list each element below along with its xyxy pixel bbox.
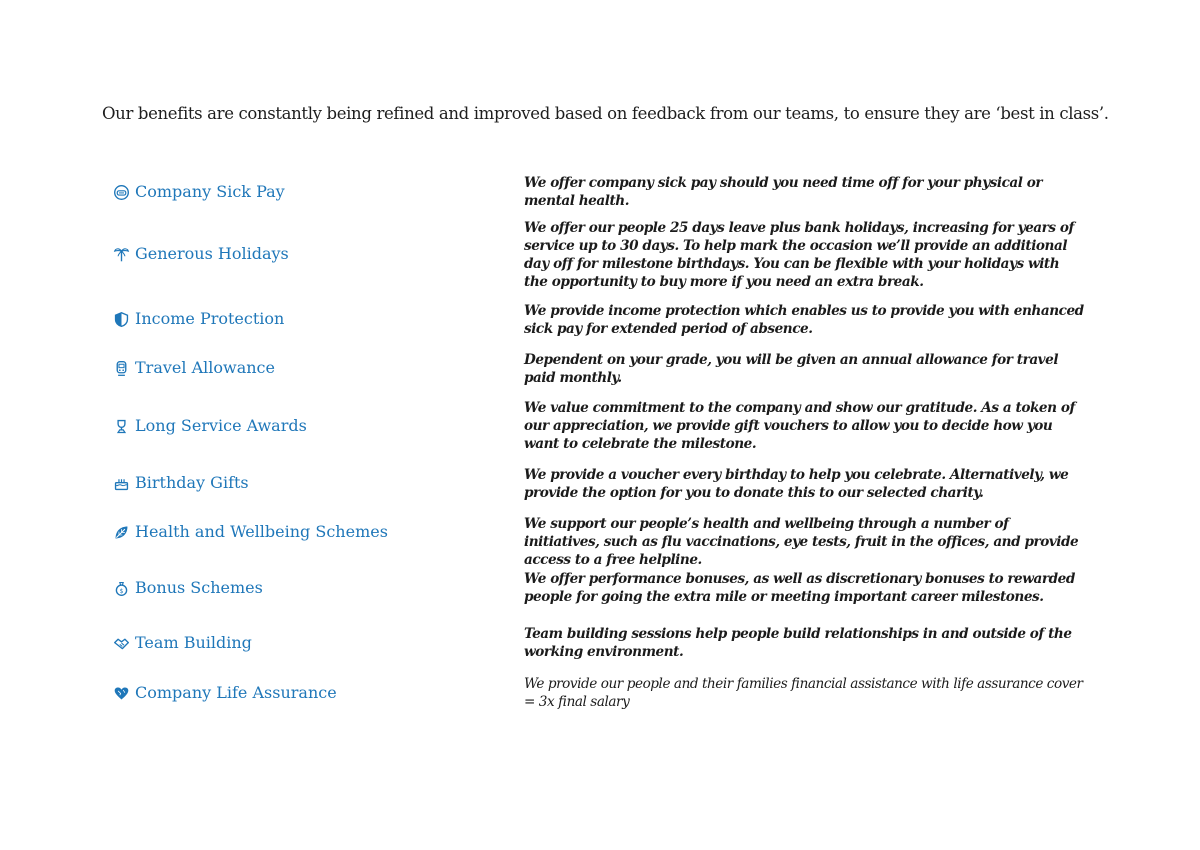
benefit-description: Team building sessions help people build relationships in and outside of the working environment.	[524, 626, 1072, 660]
benefit-title-text: Bonus Schemes	[135, 578, 263, 597]
heart-icon	[112, 684, 130, 702]
benefit-description: We provide income protection which enables us to provide you with enhanced sick pay for extended period of absence.	[524, 303, 1084, 337]
benefit-title-holidays	[112, 244, 289, 264]
benefit-title-life-assurance	[112, 683, 337, 703]
benefit-title-long-service	[112, 416, 307, 436]
handshake-icon	[112, 634, 130, 652]
leaf-icon	[112, 523, 130, 541]
benefit-title-text: Team Building	[135, 633, 252, 652]
trophy-icon	[112, 417, 130, 435]
benefit-title-team-building	[112, 633, 252, 653]
benefit-title-text: Income Protection	[135, 309, 285, 328]
benefit-description: We offer company sick pay should you need time off for your physical or mental health.	[524, 175, 1043, 209]
intro-text: Our benefits are constantly being refined and improved based on feedback from our teams, to ensure they are ‘best in class’.	[102, 104, 1109, 123]
benefit-description: We provide a voucher every birthday to help you celebrate. Alternatively, we provide the option for you to donate this to our selected charity.	[524, 467, 1069, 501]
benefit-title-sick-pay	[112, 182, 285, 202]
benefit-description: We support our people’s health and wellbeing through a number of initiatives, such as flu vaccinations, eye tests, fruit in the offices, and provide access to a free helpline.	[524, 516, 1079, 568]
benefit-title-text: Generous Holidays	[135, 244, 289, 263]
benefit-title-birthday-gifts	[112, 473, 249, 493]
medical-mask-icon	[112, 183, 130, 201]
train-icon	[112, 359, 130, 377]
benefit-title-health-wellbeing	[112, 522, 388, 542]
svg-text:$: $	[119, 587, 123, 595]
benefit-title-text: Company Sick Pay	[135, 182, 285, 201]
palm-tree-icon	[112, 245, 130, 263]
benefit-title-text: Health and Wellbeing Schemes	[135, 522, 388, 541]
benefit-title-text: Travel Allowance	[135, 358, 275, 377]
benefit-title-travel-allowance	[112, 358, 275, 378]
benefit-description: We value commitment to the company and show our gratitude. As a token of our appreciation, we provide gift vouchers to allow you to decide how you want to celebrate the milestone.	[524, 400, 1075, 452]
benefit-title-bonus-schemes	[112, 578, 263, 598]
money-bag-icon	[112, 579, 130, 597]
benefit-title-text: Company Life Assurance	[135, 683, 337, 702]
benefit-description: We offer performance bonuses, as well as discretionary bonuses to rewarded people for going the extra mile or meeting important career milestones.	[524, 571, 1075, 605]
benefit-description: We provide our people and their families financial assistance with life assurance cover = 3x final salary	[524, 676, 1083, 710]
benefit-title-income-protection	[112, 309, 284, 329]
benefit-description: We offer our people 25 days leave plus bank holidays, increasing for years of service up to 30 days. To help mark the occasion we’ll provide an additional day off for milestone birthdays. You can be flexible with your holidays with the opportunity to buy more if you need an extra break.	[524, 220, 1074, 290]
shield-icon	[112, 310, 130, 328]
benefit-title-text: Birthday Gifts	[135, 473, 249, 492]
benefit-description: Dependent on your grade, you will be given an annual allowance for travel paid monthly.	[524, 352, 1059, 386]
birthday-cake-icon	[112, 474, 130, 492]
benefit-title-text: Long Service Awards	[135, 416, 307, 435]
